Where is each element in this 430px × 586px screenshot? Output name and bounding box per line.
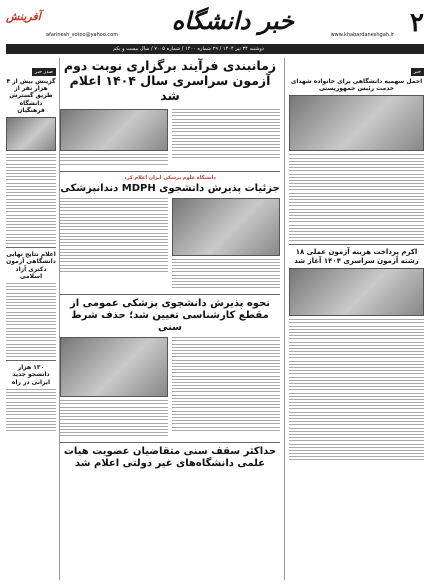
photo-officials bbox=[289, 95, 424, 151]
article-text bbox=[6, 389, 56, 431]
section-tag: خبر bbox=[411, 68, 424, 76]
dateline: دوشنبه ۳۴ تیر ۱۴۰۴ / ۲۹ شماره ۱۴۰۰ / شماره ۷۰۰۵ / سال بیست و یکم bbox=[6, 44, 424, 54]
right-story-2-headline[interactable]: اکرم پرداخت هزینه آزمون عملی ۱۸ رشته آزمون سراسری ۱۴۰۴ آغاز شد bbox=[294, 248, 419, 265]
photo-dental-students bbox=[172, 198, 280, 256]
divider bbox=[60, 171, 280, 172]
article-text bbox=[289, 154, 424, 241]
article-text bbox=[60, 154, 168, 165]
divider bbox=[60, 442, 280, 443]
afarinesh-logo: آفرینش bbox=[6, 10, 41, 23]
section-tag: صدر خبر bbox=[32, 68, 56, 76]
article-text bbox=[172, 337, 280, 430]
article-text bbox=[60, 400, 168, 436]
photo-medical-students bbox=[60, 337, 168, 397]
lead-headline[interactable]: زمانبندی فرآیند برگزاری نوبت دوم آزمون سراسری سال ۱۴۰۴ اعلام شد bbox=[63, 58, 277, 103]
divider bbox=[6, 247, 56, 248]
photo-students bbox=[60, 109, 168, 151]
masthead bbox=[6, 6, 424, 42]
right-story-1-headline[interactable]: احمل سهمیه دانشگاهی برای خانواده شهدای خدمت رئیس جمهوریستی bbox=[290, 78, 423, 93]
middle-column bbox=[60, 58, 280, 580]
left-column bbox=[6, 58, 60, 580]
article-text bbox=[172, 259, 280, 289]
photo-exam-hall bbox=[289, 268, 424, 316]
paper-name: خبر دانشگاه bbox=[171, 6, 294, 35]
email-link[interactable]: afarinesh_sotoo@yahoo.com bbox=[46, 32, 119, 38]
article-text bbox=[289, 319, 424, 460]
story-3-headline[interactable]: نحوه پذیرش دانشجوی پزشکی عمومی از مقطع کارشناسی تعیین شد؛ حذف شرط سنی bbox=[69, 298, 271, 334]
right-column bbox=[284, 58, 424, 580]
left-story-2-headline[interactable]: اعلام نتایج نهایی دانشگاهی آزمون دکتری آزاد اسلامی bbox=[6, 251, 56, 280]
story-2-headline[interactable]: جزئیات پذیرش دانشجوی MDPH دندانپزشکی bbox=[60, 182, 280, 194]
left-story-1-headline[interactable]: گزینش بیش از ۴ هزار نفر از طریق گسترش دانشگاه فرهنگیان bbox=[6, 78, 56, 114]
article-text bbox=[60, 198, 168, 272]
article-text bbox=[6, 283, 56, 357]
divider bbox=[6, 360, 56, 361]
left-story-3-headline[interactable]: ۱۳۰ هزار دانشجو جدید ایرانی در راه bbox=[11, 364, 51, 386]
photo-minister bbox=[6, 117, 56, 151]
page-number: ۲ bbox=[410, 8, 424, 38]
divider bbox=[289, 244, 424, 245]
story-4-headline[interactable]: حداکثر سقف سنی متقاضیان عضویت هیات علمی دانشگاه‌های غیر دولتی اعلام شد bbox=[63, 446, 277, 470]
divider bbox=[60, 294, 280, 295]
article-text bbox=[172, 109, 280, 158]
website-link[interactable]: www.khabardaneshgah.ir bbox=[330, 32, 394, 38]
kicker: دانشگاه علوم پزشکی ایران اعلام کرد bbox=[124, 174, 216, 181]
article-text bbox=[6, 154, 56, 244]
